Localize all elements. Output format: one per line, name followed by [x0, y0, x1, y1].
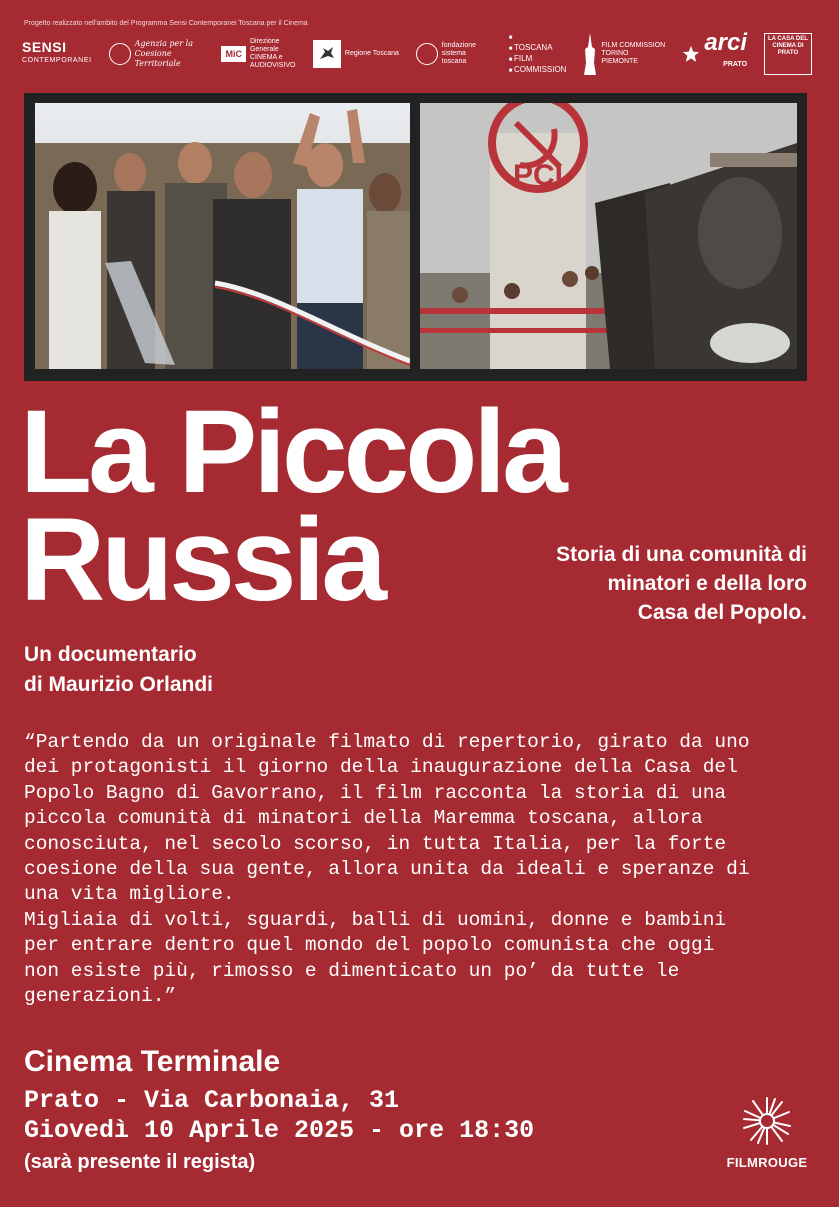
byline-line: di Maurizio Orlandi — [24, 673, 214, 696]
fondazione-sistema-toscana-logo — [416, 42, 492, 66]
tfc-line: ■ COMMISSION — [509, 65, 567, 76]
italian-republic-emblem-icon — [109, 43, 131, 65]
arci-prato-logo — [682, 29, 748, 76]
sensi-contemporanei-logo — [22, 41, 92, 67]
mic-logo-text: Direzione Generale CINEMA e AUDIOVISIVO — [249, 38, 296, 69]
sensi-logo-text: SENSI — [22, 39, 67, 55]
toscana-film-commission-logo — [509, 32, 567, 76]
film-stills — [24, 93, 807, 381]
tfc-line: ■ FILM — [509, 54, 567, 65]
sponsor-logos — [22, 30, 812, 78]
synopsis-text: “Partendo da un originale filmato di repertorio, girato da uno dei protagonisti il giorno della inaugurazione della Casa del Popolo Bagno di Gavorrano, il film racconta la storia di una piccola comunità di minatori della Maremma toscana, allora conosciuta, nel secolo scorso, in tutta Italia, per la forte coesione della sua gente, allora unita da ideali e speranze di una vita migliore. Migliaia di volti, sguardi, balli di uomini, donne e bambini per entrare dentro quel mondo del popolo comunista che oggi non esiste più, rimosso e dimenticato un po’ da tutte le generazioni.” — [24, 731, 750, 1008]
mic-label: MiC — [221, 46, 246, 62]
byline-line: Un documentario — [24, 643, 197, 666]
filmrouge-name: FILMROUGE — [726, 1155, 808, 1170]
casa-del-cinema-prato-logo: LA CASA DEL CINEMA DI PRATO — [764, 33, 812, 75]
mole-antonelliana-icon — [583, 33, 597, 75]
director-present-note: (sarà presente il regista) — [24, 1151, 256, 1173]
sensi-logo-sub: CONTEMPORANEI — [22, 57, 92, 64]
seal-icon — [416, 43, 438, 65]
subtitle-line: minatori e della loro — [607, 572, 807, 595]
director-byline — [24, 640, 213, 700]
pegasus-icon — [313, 40, 341, 68]
regione-toscana-logo — [313, 40, 399, 68]
subtitle-line: Casa del Popolo. — [637, 601, 807, 624]
fctp-logo-text: FILM COMMISSION TORINO PIEMONTE — [601, 42, 666, 65]
pci-sign-text: PCI — [512, 159, 564, 192]
film-commission-torino-logo — [583, 33, 665, 75]
credit-line: Progetto realizzato nell'ambito del Programma Sensi Contemporanei Toscana per il Cinema — [24, 20, 308, 27]
film-subtitle — [487, 540, 807, 627]
ribbon-cutting-photo — [35, 103, 410, 369]
star-icon — [682, 45, 700, 63]
agenzia-logo-text: Agenzia per la Coesione Territoriale — [134, 39, 193, 68]
arci-logo-text: arci — [704, 29, 748, 56]
film-title — [20, 386, 564, 626]
title-line-1: La Piccola — [20, 386, 564, 518]
title-line-2: Russia — [20, 494, 383, 626]
venue-name: Cinema Terminale — [24, 1045, 281, 1078]
screening-datetime: Giovedì 10 Aprile 2025 - ore 18:30 — [24, 1116, 535, 1145]
subtitle-line: Storia di una comunità di — [556, 543, 807, 566]
venue-address: Prato - Via Carbonaia, 31 — [24, 1086, 400, 1115]
tfc-line: ■ ■ TOSCANA — [509, 43, 567, 54]
filmrouge-logo — [725, 1096, 809, 1170]
mic-logo — [221, 38, 296, 70]
burst-icon — [742, 1096, 792, 1146]
arci-logo-sub: PRATO — [723, 61, 748, 68]
regione-logo-text: Regione Toscana — [344, 50, 399, 57]
fondazione-logo-text: fondazione sistema toscana — [441, 42, 477, 65]
agenzia-coesione-logo — [109, 39, 205, 69]
pci-monument-photo — [420, 103, 797, 369]
